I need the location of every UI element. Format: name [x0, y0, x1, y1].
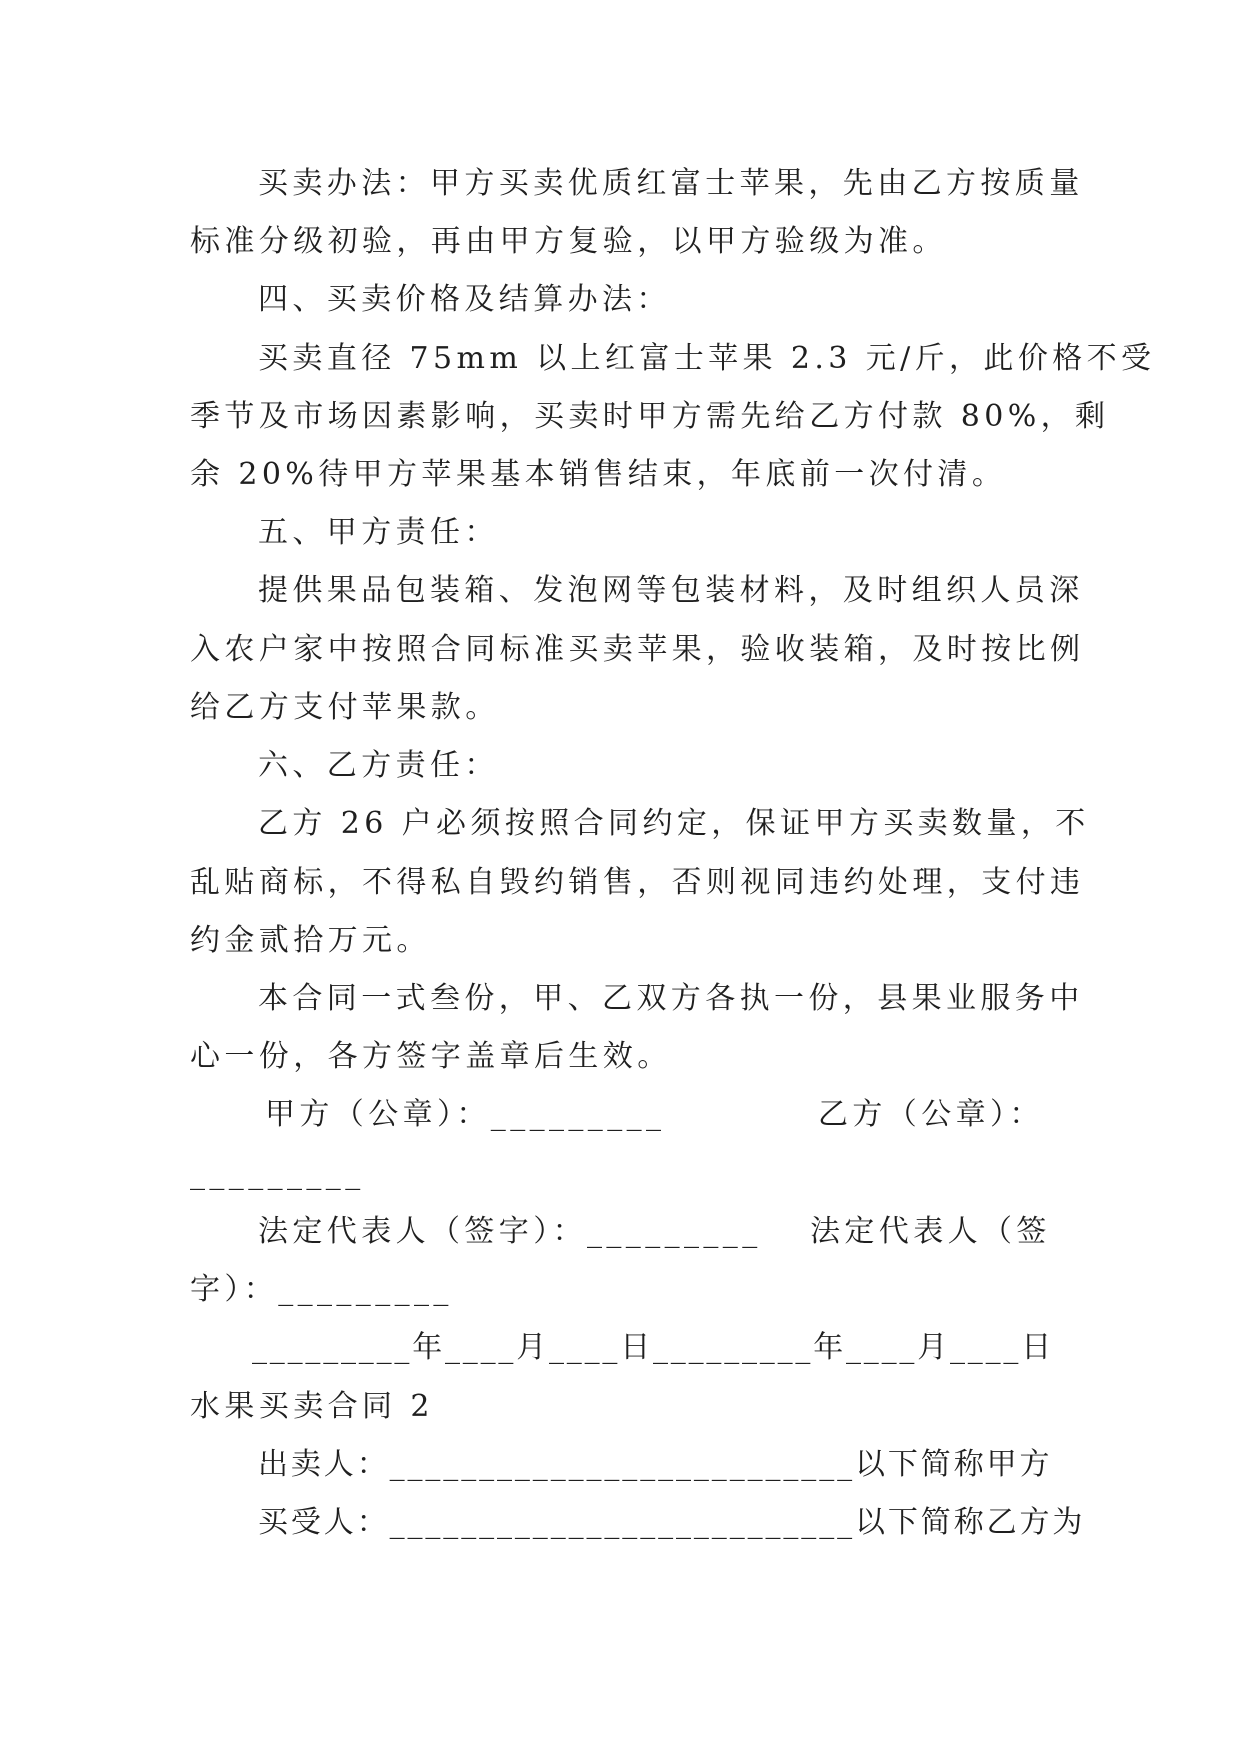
party-a-seal: 甲方（公章）：_________ — [265, 1097, 666, 1132]
paragraph-line: 本合同一式叁份，甲、乙双方各执一份，县果业服务中 — [258, 981, 1084, 1016]
section-heading: 四、买卖价格及结算办法： — [258, 282, 671, 317]
buyer-line: 买受人：__________________________以下简称乙方为 — [258, 1505, 1086, 1540]
party-b-seal: 乙方（公章）： — [818, 1097, 1044, 1132]
paragraph-line: 提供果品包装箱、发泡网等包装材料，及时组织人员深 — [258, 573, 1084, 608]
paragraph-line: 心一份，各方签字盖章后生效。 — [190, 1039, 672, 1074]
paragraph-line: 乱贴商标，不得私自毁约销售，否则视同违约处理，支付违 — [190, 865, 1085, 900]
party-a-representative: 法定代表人（签字）：_________ — [258, 1214, 762, 1249]
date-line: _________年____月____日_________年____月____日 — [252, 1330, 1054, 1365]
paragraph-line: 约金贰拾万元。 — [190, 923, 431, 958]
paragraph-line: 乙方 26 户必须按照合同约定，保证甲方买卖数量，不 — [258, 806, 1090, 841]
paragraph-line: 给乙方支付苹果款。 — [190, 690, 500, 725]
paragraph-line: 入农户家中按照合同标准买卖苹果，验收装箱，及时按比例 — [190, 632, 1085, 667]
document-title: 水果买卖合同 2 — [190, 1389, 434, 1424]
party-b-representative-cont: 字）：_________ — [190, 1272, 453, 1307]
section-heading: 五、甲方责任： — [258, 515, 499, 550]
section-heading: 六、乙方责任： — [258, 748, 499, 783]
paragraph-line: 买卖办法：甲方买卖优质红富士苹果，先由乙方按质量 — [258, 166, 1084, 201]
seller-line: 出卖人：__________________________以下简称甲方 — [258, 1447, 1053, 1482]
paragraph-line: 买卖直径 75mm 以上红富士苹果 2.3 元/斤，此价格不受 — [258, 341, 1156, 376]
paragraph-line: 季节及市场因素影响，买卖时甲方需先给乙方付款 80%，剩 — [190, 399, 1110, 434]
party-b-representative: 法定代表人（签 — [810, 1214, 1051, 1249]
paragraph-line: 标准分级初验，再由甲方复验，以甲方验级为准。 — [190, 224, 947, 259]
signature-blank: _________ — [190, 1156, 365, 1191]
paragraph-line: 余 20%待甲方苹果基本销售结束，年底前一次付清。 — [190, 457, 1007, 492]
